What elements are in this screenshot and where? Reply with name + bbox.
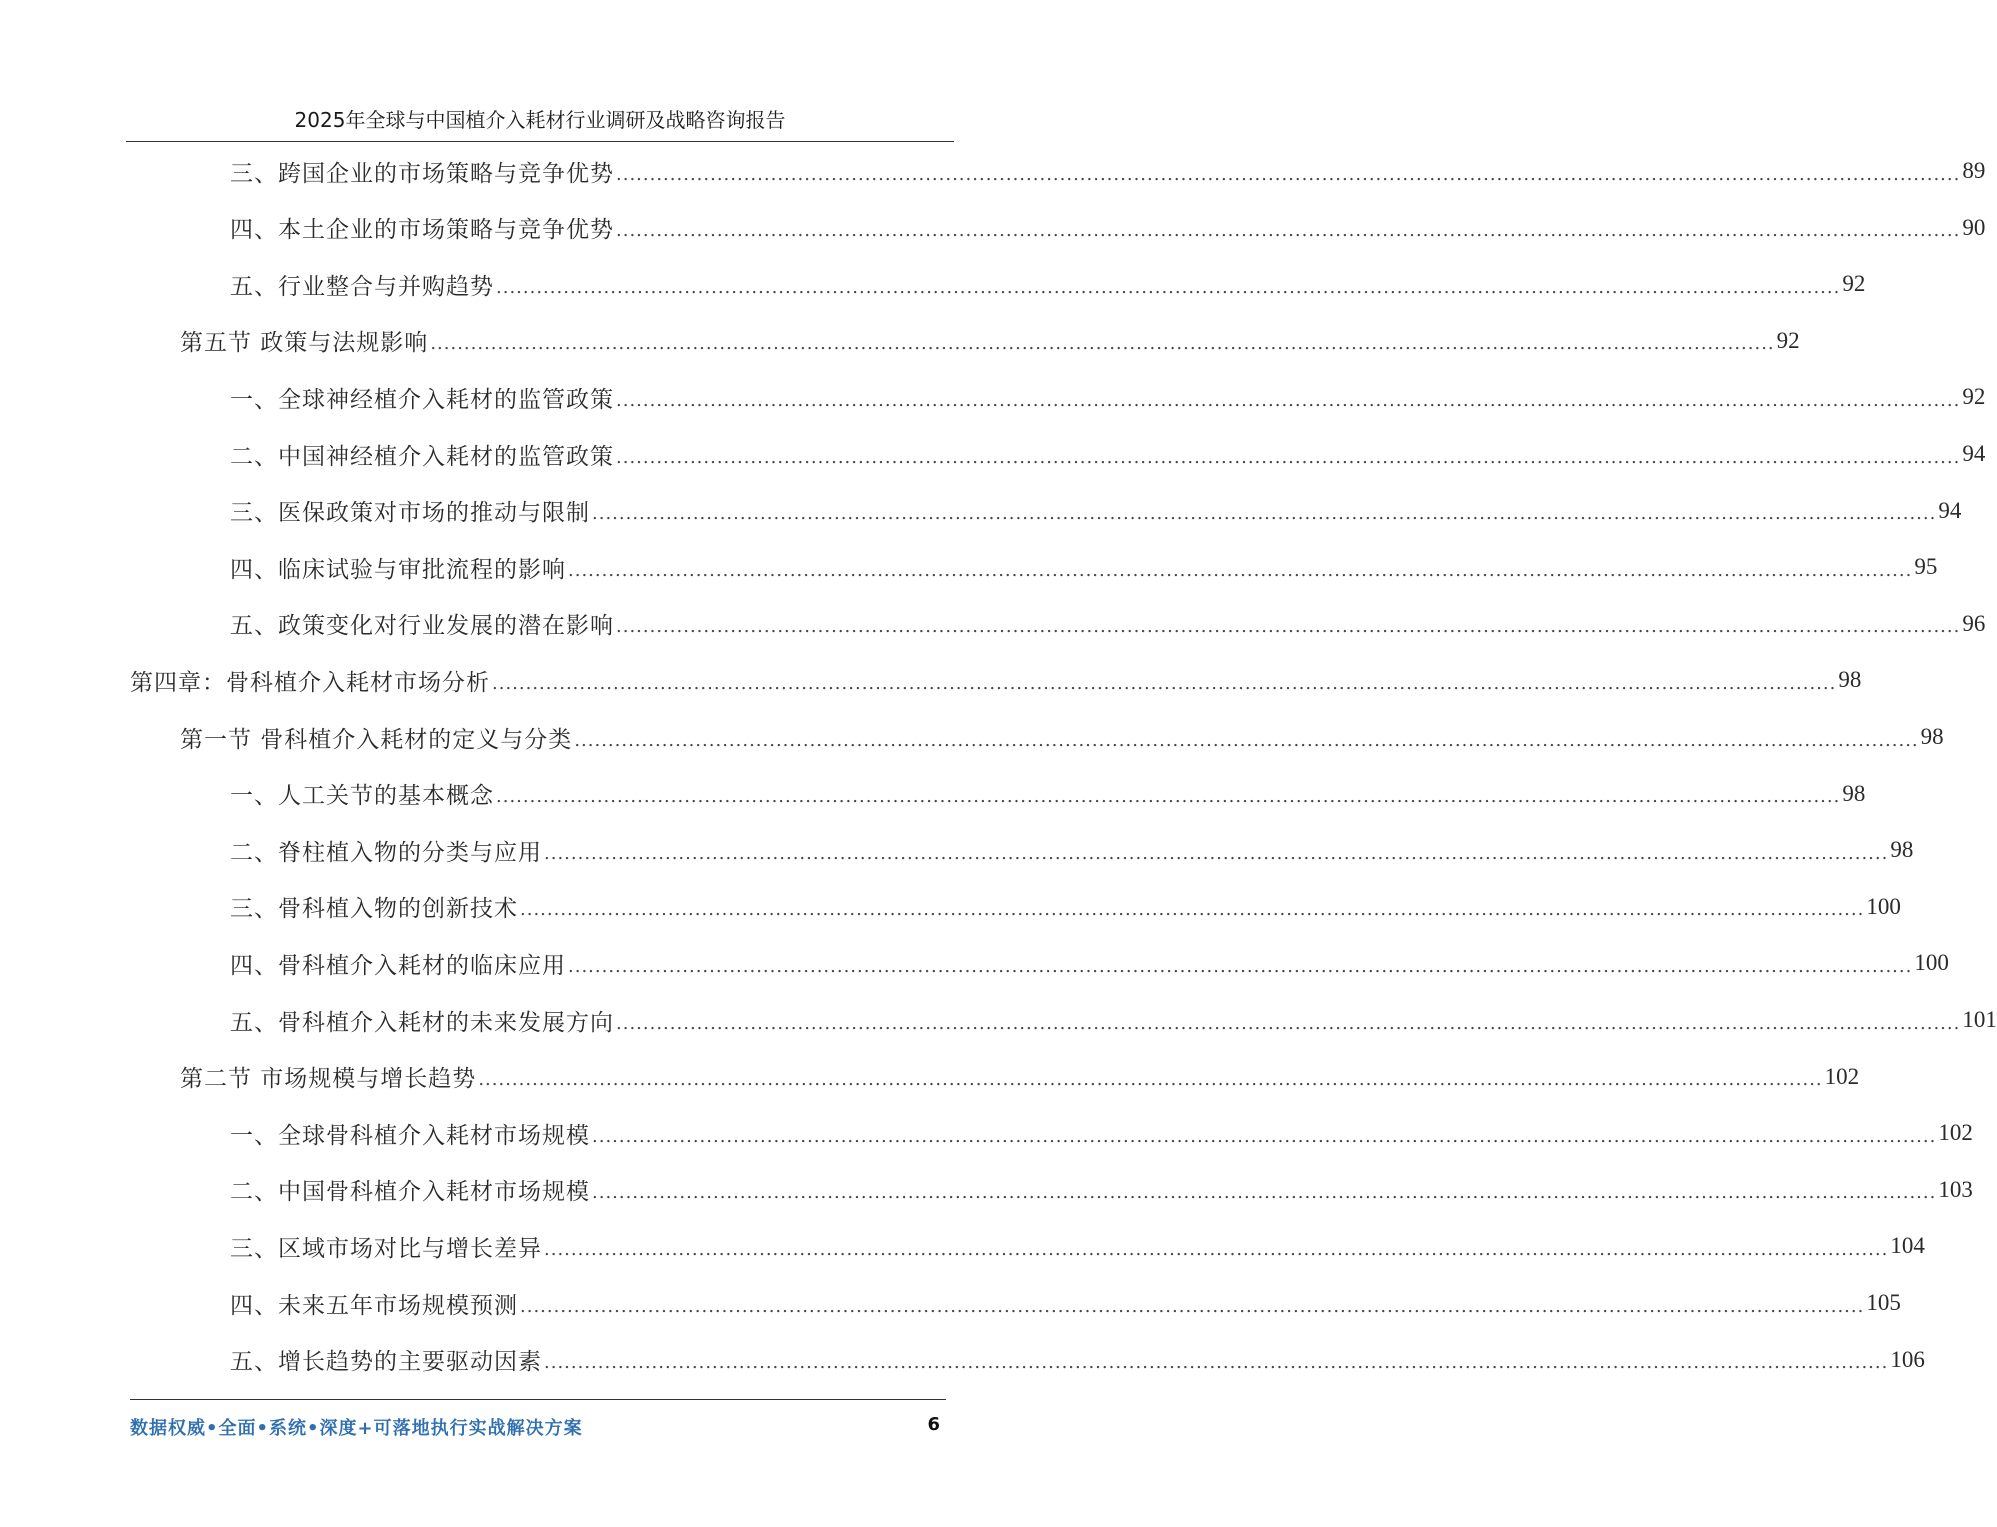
toc-entry[interactable] bbox=[180, 1049, 1860, 1105]
toc-dot-leader: ........................................................................................................................................................................................................ bbox=[478, 1069, 1823, 1091]
toc-dot-leader: ........................................................................................................................................................................................................ bbox=[616, 446, 1961, 468]
toc-entry-title: 第五节 政策与法规影响 bbox=[180, 330, 429, 357]
toc-entry-title: 三、区域市场对比与增长差异 bbox=[230, 1235, 542, 1262]
toc-entry[interactable] bbox=[230, 992, 1997, 1048]
toc-entry[interactable] bbox=[180, 313, 1800, 369]
toc-entry-page-number: 92 bbox=[1962, 384, 1986, 410]
toc-dot-leader: ........................................................................................................................................................................................................ bbox=[492, 672, 1837, 694]
toc-entry[interactable] bbox=[230, 143, 1986, 199]
toc-entry-title: 一、全球神经植介入耗材的监管政策 bbox=[230, 386, 614, 413]
toc-entry-title: 二、中国骨科植介入耗材市场规模 bbox=[230, 1179, 590, 1206]
toc-entry[interactable] bbox=[230, 483, 1962, 539]
toc-entry[interactable] bbox=[230, 879, 1901, 935]
toc-entry-title: 五、政策变化对行业发展的潜在影响 bbox=[230, 613, 614, 640]
toc-entry-page-number: 98 bbox=[1838, 667, 1862, 693]
toc-dot-leader: ........................................................................................................................................................................................................ bbox=[616, 389, 1961, 411]
toc-entry-page-number: 105 bbox=[1866, 1290, 1901, 1315]
toc-dot-leader: ........................................................................................................................................................................................................ bbox=[544, 1238, 1889, 1260]
toc-entry-page-number: 101 bbox=[1962, 1007, 1997, 1032]
footer-slogan: 数据权威•全面•系统•深度+可落地执行实战解决方案 bbox=[130, 1418, 583, 1439]
toc-entry-title: 第二节 市场规模与增长趋势 bbox=[180, 1066, 477, 1093]
toc-dot-leader: ........................................................................................................................................................................................................ bbox=[616, 1012, 1961, 1034]
toc-dot-leader: ........................................................................................................................................................................................................ bbox=[430, 333, 1775, 355]
toc-entry[interactable] bbox=[230, 935, 1949, 991]
toc-entry-page-number: 104 bbox=[1890, 1233, 1925, 1259]
toc-entry-page-number: 96 bbox=[1962, 610, 1986, 636]
toc-entry[interactable] bbox=[230, 1105, 1973, 1161]
toc-dot-leader: ........................................................................................................................................................................................................ bbox=[616, 616, 1961, 638]
toc-entry[interactable] bbox=[230, 1218, 1925, 1274]
toc-entry-page-number: 98 bbox=[1842, 780, 1866, 806]
toc-entry-page-number: 102 bbox=[1824, 1063, 1860, 1089]
toc-entry[interactable] bbox=[230, 256, 1866, 312]
toc-entry-title: 四、本土企业的市场策略与竞争优势 bbox=[230, 217, 614, 244]
toc-dot-leader: ........................................................................................................................................................................................................ bbox=[616, 220, 1961, 242]
toc-entry-title: 二、脊柱植入物的分类与应用 bbox=[230, 839, 542, 866]
running-header-title: 2025年全球与中国植介入耗材行业调研及战略咨询报告 bbox=[294, 108, 786, 132]
toc-entry[interactable] bbox=[230, 1162, 1973, 1218]
toc-dot-leader: ........................................................................................................................................................................................................ bbox=[574, 729, 1919, 751]
toc-entry[interactable] bbox=[230, 766, 1866, 822]
toc-entry-title: 三、骨科植入物的创新技术 bbox=[230, 896, 518, 923]
toc-dot-leader: ........................................................................................................................................................................................................ bbox=[616, 163, 1961, 185]
toc-entry[interactable] bbox=[230, 822, 1914, 878]
toc-entry[interactable] bbox=[230, 1275, 1901, 1331]
footer-divider bbox=[130, 1399, 946, 1400]
toc-entry-title: 五、骨科植介入耗材的未来发展方向 bbox=[230, 1009, 614, 1036]
toc-entry-title: 四、未来五年市场规模预测 bbox=[230, 1292, 518, 1319]
toc-entry-title: 二、中国神经植介入耗材的监管政策 bbox=[230, 443, 614, 470]
toc-entry-page-number: 102 bbox=[1938, 1120, 1973, 1146]
toc-entry[interactable] bbox=[230, 369, 1986, 425]
toc-entry-page-number: 100 bbox=[1866, 893, 1901, 919]
toc-entry-page-number: 94 bbox=[1962, 441, 1986, 466]
toc-entry-page-number: 89 bbox=[1962, 158, 1986, 183]
toc-entry[interactable] bbox=[230, 539, 1938, 595]
toc-entry-title: 五、行业整合与并购趋势 bbox=[230, 273, 494, 300]
toc-dot-leader: ........................................................................................................................................................................................................ bbox=[592, 1182, 1937, 1204]
toc-dot-leader: ........................................................................................................................................................................................................ bbox=[544, 842, 1889, 864]
toc-entry-title: 五、增长趋势的主要驱动因素 bbox=[230, 1349, 542, 1376]
toc-entry-title: 三、跨国企业的市场策略与竞争优势 bbox=[230, 160, 614, 187]
toc-entry-title: 三、医保政策对市场的推动与限制 bbox=[230, 500, 590, 527]
toc-entry-title: 一、全球骨科植介入耗材市场规模 bbox=[230, 1122, 590, 1149]
toc-entry[interactable] bbox=[180, 709, 1944, 765]
toc-dot-leader: ........................................................................................................................................................................................................ bbox=[568, 559, 1913, 581]
toc-entry-title: 第四章：骨科植介入耗材市场分析 bbox=[130, 669, 490, 696]
toc-entry[interactable] bbox=[230, 200, 1986, 256]
toc-entry-title: 四、骨科植介入耗材的临床应用 bbox=[230, 952, 566, 979]
toc-dot-leader: ........................................................................................................................................................................................................ bbox=[496, 786, 1841, 808]
toc-dot-leader: ........................................................................................................................................................................................................ bbox=[496, 276, 1841, 298]
header-divider bbox=[126, 141, 954, 142]
toc-entry-title: 一、人工关节的基本概念 bbox=[230, 783, 494, 810]
toc-entry-page-number: 100 bbox=[1914, 950, 1949, 976]
toc-entry[interactable] bbox=[230, 1332, 1925, 1388]
toc-entry[interactable] bbox=[230, 596, 1986, 652]
toc-dot-leader: ........................................................................................................................................................................................................ bbox=[592, 1125, 1937, 1147]
toc-entry-page-number: 98 bbox=[1920, 724, 1944, 749]
toc-dot-leader: ........................................................................................................................................................................................................ bbox=[544, 1352, 1889, 1374]
toc-entry[interactable] bbox=[130, 652, 1862, 708]
toc-dot-leader: ........................................................................................................................................................................................................ bbox=[568, 955, 1913, 977]
toc-entry-page-number: 90 bbox=[1962, 214, 1986, 240]
toc-dot-leader: ........................................................................................................................................................................................................ bbox=[520, 899, 1865, 921]
toc-entry-page-number: 103 bbox=[1938, 1176, 1973, 1202]
toc-entry-page-number: 92 bbox=[1776, 327, 1800, 353]
toc-entry-page-number: 98 bbox=[1890, 837, 1914, 863]
toc-entry-title: 第一节 骨科植介入耗材的定义与分类 bbox=[180, 726, 573, 753]
toc-dot-leader: ........................................................................................................................................................................................................ bbox=[592, 503, 1937, 525]
toc-entry-page-number: 92 bbox=[1842, 271, 1866, 297]
toc-entry-page-number: 95 bbox=[1914, 554, 1938, 580]
footer-page-number: 6 bbox=[927, 1414, 940, 1435]
toc-entry-title: 四、临床试验与审批流程的影响 bbox=[230, 556, 566, 583]
toc-entry[interactable] bbox=[230, 426, 1986, 482]
toc-dot-leader: ........................................................................................................................................................................................................ bbox=[520, 1295, 1865, 1317]
toc-entry-page-number: 106 bbox=[1890, 1346, 1925, 1372]
toc-entry-page-number: 94 bbox=[1938, 497, 1962, 523]
